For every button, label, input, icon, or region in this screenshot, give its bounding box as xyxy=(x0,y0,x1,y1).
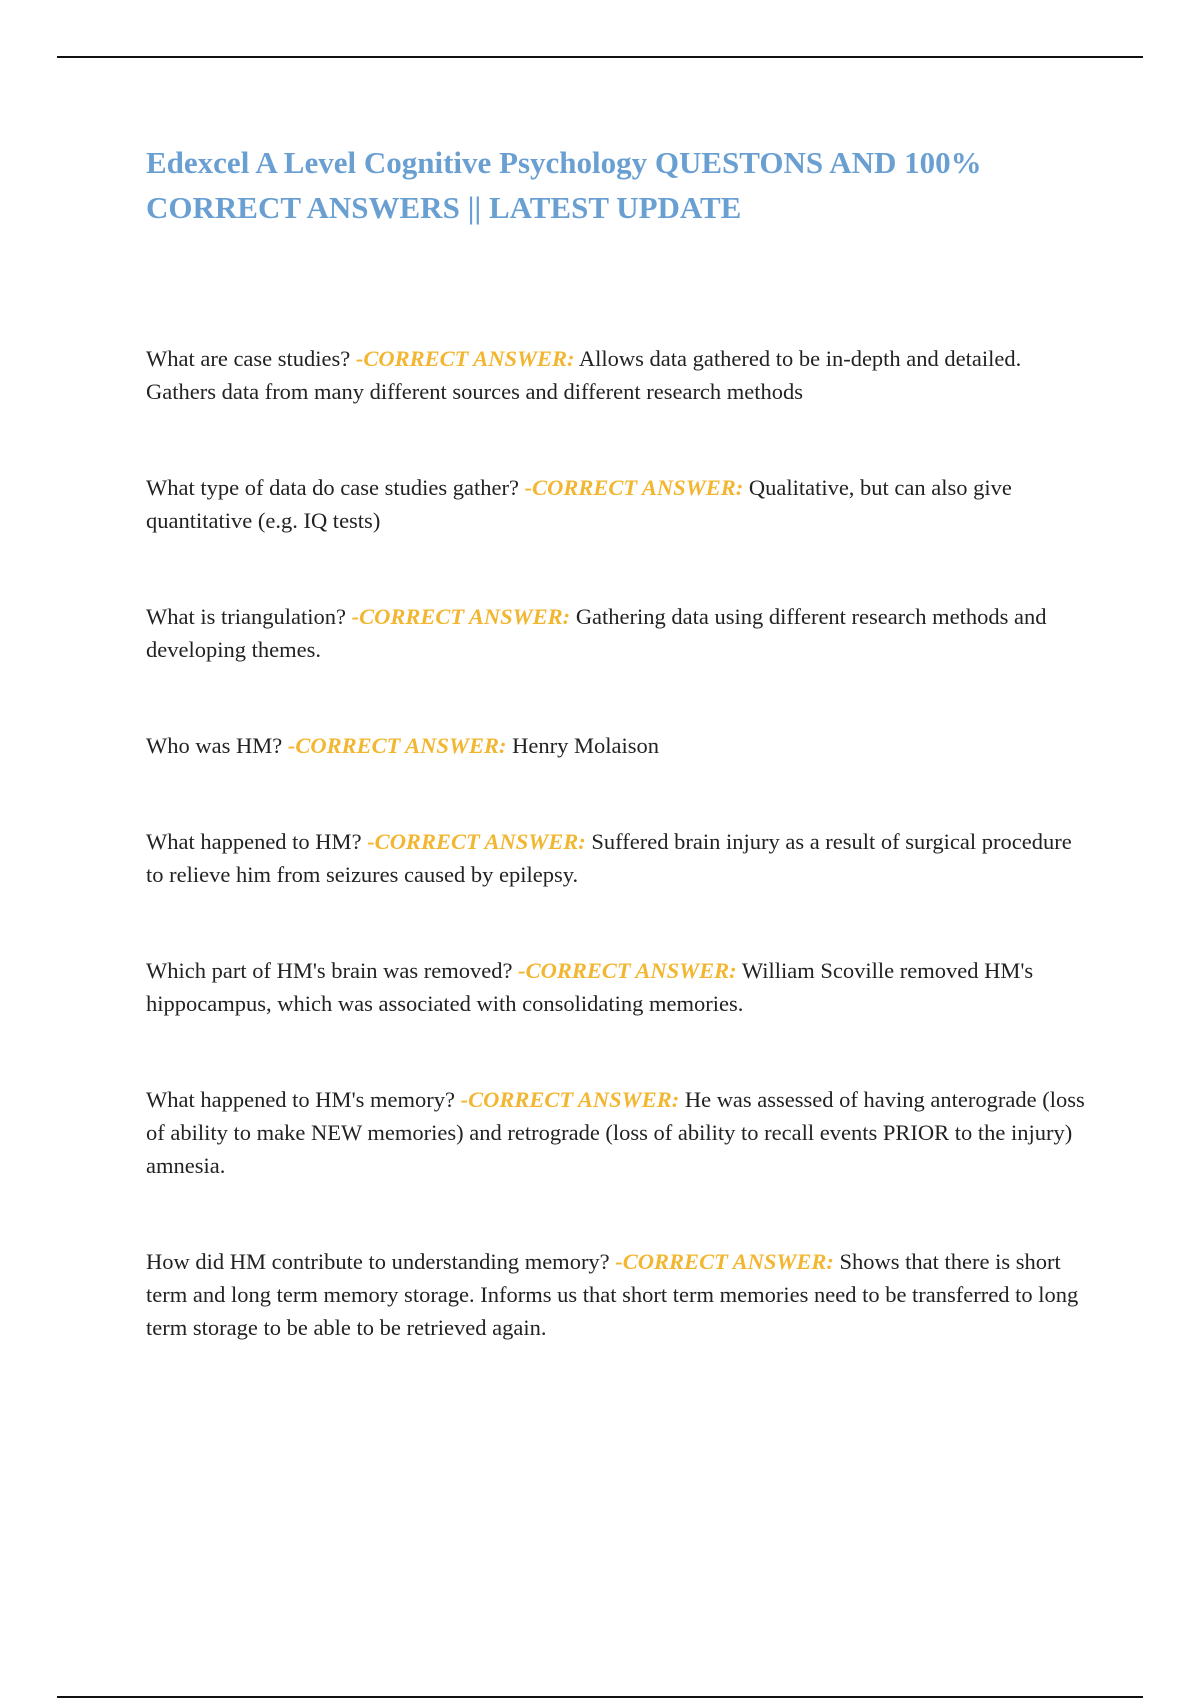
qa-item xyxy=(146,954,1091,1020)
correct-answer-label: -CORRECT ANSWER: xyxy=(615,1249,834,1274)
qa-list xyxy=(146,342,1091,1407)
question-text: What type of data do case studies gather? xyxy=(146,475,519,500)
answer-text: He was assessed of having anterograde (loss of ability to make NEW memories) and retrograde (loss of ability to recall events PRIOR to the injury) amnesia. xyxy=(146,1087,1085,1178)
qa-item xyxy=(146,1083,1091,1182)
answer-text: Allows data gathered to be in-depth and detailed. Gathers data from many different sources and different research methods xyxy=(146,346,1022,404)
correct-answer-label: -CORRECT ANSWER: xyxy=(351,604,571,629)
qa-item xyxy=(146,471,1091,537)
answer-text: William Scoville removed HM's hippocampus, which was associated with consolidating memories. xyxy=(146,958,1034,1016)
question-text: What happened to HM's memory? xyxy=(146,1087,455,1112)
qa-item xyxy=(146,825,1091,891)
answer-text: Henry Molaison xyxy=(512,733,659,758)
qa-item xyxy=(146,600,1091,666)
qa-item xyxy=(146,729,1091,762)
question-text: What happened to HM? xyxy=(146,829,362,854)
correct-answer-label: -CORRECT ANSWER: xyxy=(367,829,586,854)
correct-answer-label: -CORRECT ANSWER: xyxy=(287,733,507,758)
qa-item xyxy=(146,342,1091,408)
answer-text: Gathering data using different research methods and developing themes. xyxy=(146,604,1047,662)
question-text: How did HM contribute to understanding memory? xyxy=(146,1249,610,1274)
correct-answer-label: -CORRECT ANSWER: xyxy=(524,475,744,500)
correct-answer-label: -CORRECT ANSWER: xyxy=(460,1087,680,1112)
bottom-divider xyxy=(57,1696,1143,1698)
question-text: What is triangulation? xyxy=(146,604,346,629)
correct-answer-label: -CORRECT ANSWER: xyxy=(355,346,575,371)
question-text: Which part of HM's brain was removed? xyxy=(146,958,513,983)
top-divider xyxy=(57,56,1143,58)
document-title: Edexcel A Level Cognitive Psychology QUESTONS AND 100% CORRECT ANSWERS || LATEST UPDATE xyxy=(146,145,982,225)
qa-item xyxy=(146,1245,1091,1344)
answer-text: Shows that there is short term and long term memory storage. Informs us that short term memories need to be transferred to long term storage to be able to be retrieved again. xyxy=(146,1249,1079,1340)
question-text: What are case studies? xyxy=(146,346,351,371)
question-text: Who was HM? xyxy=(146,733,283,758)
correct-answer-label: -CORRECT ANSWER: xyxy=(518,958,737,983)
answer-text: Suffered brain injury as a result of surgical procedure to relieve him from seizures caused by epilepsy. xyxy=(146,829,1072,887)
answer-text: Qualitative, but can also give quantitative (e.g. IQ tests) xyxy=(146,475,1012,533)
